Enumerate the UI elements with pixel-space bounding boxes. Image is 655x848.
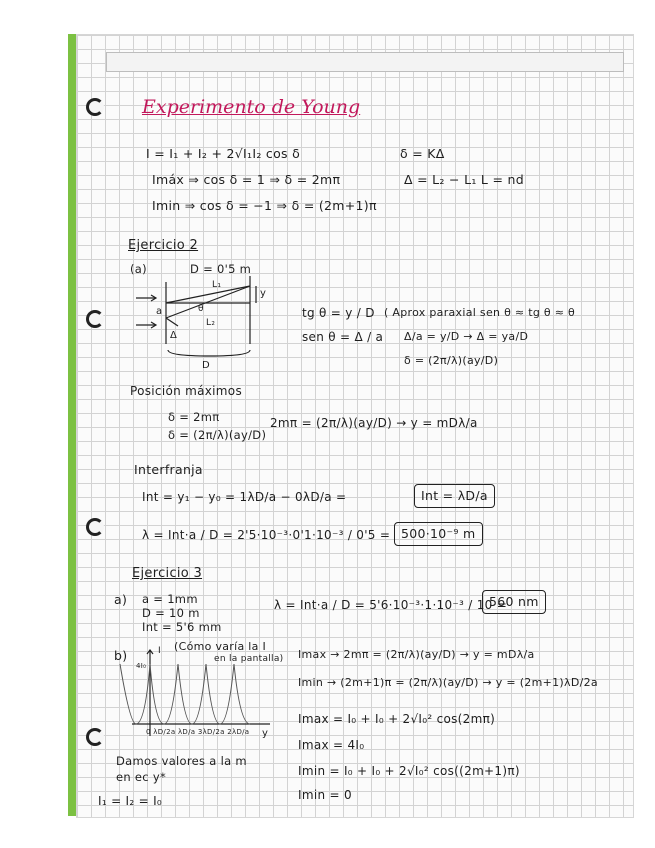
y-label: y xyxy=(260,288,267,299)
maxima-position-heading: Posición máximos xyxy=(130,384,242,398)
graph-note-2: en la pantalla) xyxy=(214,654,284,664)
maxima-position-eq: 2mπ = (2π/λ)(ay/D) → y = mDλ/a xyxy=(270,416,478,430)
imin-result: Imin = 0 xyxy=(298,788,352,802)
screen-distance-label: D xyxy=(202,360,211,371)
part-a-label-ex3: a) xyxy=(114,592,128,607)
tan-theta-eq: tg θ = y / D xyxy=(302,306,375,320)
imax-formula: Imáx ⇒ cos δ = 1 ⇒ δ = 2mπ xyxy=(152,172,341,187)
L2-label: L₂ xyxy=(206,318,216,328)
approx-relation-1: Δ/a = y/D → Δ = ya/D xyxy=(404,330,529,343)
exercise-2-heading: Ejercicio 2 xyxy=(128,238,199,253)
slit-separation-label: a xyxy=(156,306,163,317)
imax-result: Imax = 4I₀ xyxy=(298,738,365,752)
maxima-delta-2: δ = (2π/λ)(ay/D) xyxy=(168,428,267,442)
maxima-delta-1: δ = 2mπ xyxy=(168,410,220,424)
path-difference-label: Δ xyxy=(170,330,178,341)
wavelength-eq-ex3: λ = Int·a / D = 5'6·10⁻³·1·10⁻³ / 10 = xyxy=(274,598,508,612)
wavelength-result-ex3: 560 nm xyxy=(482,590,546,614)
given-a: a = 1mm xyxy=(142,592,198,606)
theta-label: θ xyxy=(198,304,204,314)
wavelength-result-ex2: 500·10⁻⁹ m xyxy=(394,522,483,546)
page-title: Experimento de Young xyxy=(142,96,361,118)
sin-theta-eq: sen θ = Δ / a xyxy=(302,330,384,344)
fringe-spacing-result: Int = λD/a xyxy=(414,484,495,508)
intensity-formula: I = I₁ + I₂ + 2√I₁I₂ cos δ xyxy=(146,146,301,161)
delta-formula: δ = KΔ xyxy=(400,146,445,161)
imin-formula: Imin ⇒ cos δ = −1 ⇒ δ = (2m+1)π xyxy=(152,198,377,213)
given-int: Int = 5'6 mm xyxy=(142,620,222,634)
wavelength-eq-ex2: λ = Int·a / D = 2'5·10⁻³·0'1·10⁻³ / 0'5 = xyxy=(142,528,391,542)
note-line-1: Damos valores a la m xyxy=(116,754,247,768)
graph-note-1: (Cómo varía la I xyxy=(174,640,267,653)
imax-calc: Imax = I₀ + I₀ + 2√I₀² cos(2mπ) xyxy=(298,712,496,726)
equal-intensity-note: I₁ = I₂ = I₀ xyxy=(98,794,163,808)
fringe-spacing-eq: Int = y₁ − y₀ = 1λD/a − 0λD/a = xyxy=(142,490,347,504)
path-difference-formula: Δ = L₂ − L₁ L = nd xyxy=(404,172,524,187)
imax-position-eq: Imax → 2mπ = (2π/λ)(ay/D) → y = mDλ/a xyxy=(298,648,535,661)
approx-relation-2: δ = (2π/λ)(ay/D) xyxy=(404,354,499,367)
graph-y-axis: y xyxy=(262,728,269,739)
given-D: D = 10 m xyxy=(142,606,200,620)
graph-peak-label: 4I₀ xyxy=(136,662,147,670)
distance-D-value: D = 0'5 m xyxy=(190,262,252,276)
L1-label: L₁ xyxy=(212,280,222,290)
graph-tick-labels: 0 λD/2a λD/a 3λD/2a 2λD/a xyxy=(146,728,250,736)
exercise-3-heading: Ejercicio 3 xyxy=(132,566,203,581)
graph-I-axis: I xyxy=(158,646,161,656)
part-a-label: (a) xyxy=(130,262,147,276)
fringe-spacing-heading: Interfranja xyxy=(134,462,203,477)
part-b-label: b) xyxy=(114,648,128,663)
imin-position-eq: Imin → (2m+1)π = (2π/λ)(ay/D) → y = (2m+1)λD/2a xyxy=(298,676,598,689)
note-line-2: en ec y* xyxy=(116,770,167,784)
imin-calc: Imin = I₀ + I₀ + 2√I₀² cos((2m+1)π) xyxy=(298,764,520,778)
paraxial-note: ( Aprox paraxial sen θ ≈ tg θ ≈ θ xyxy=(384,306,576,319)
